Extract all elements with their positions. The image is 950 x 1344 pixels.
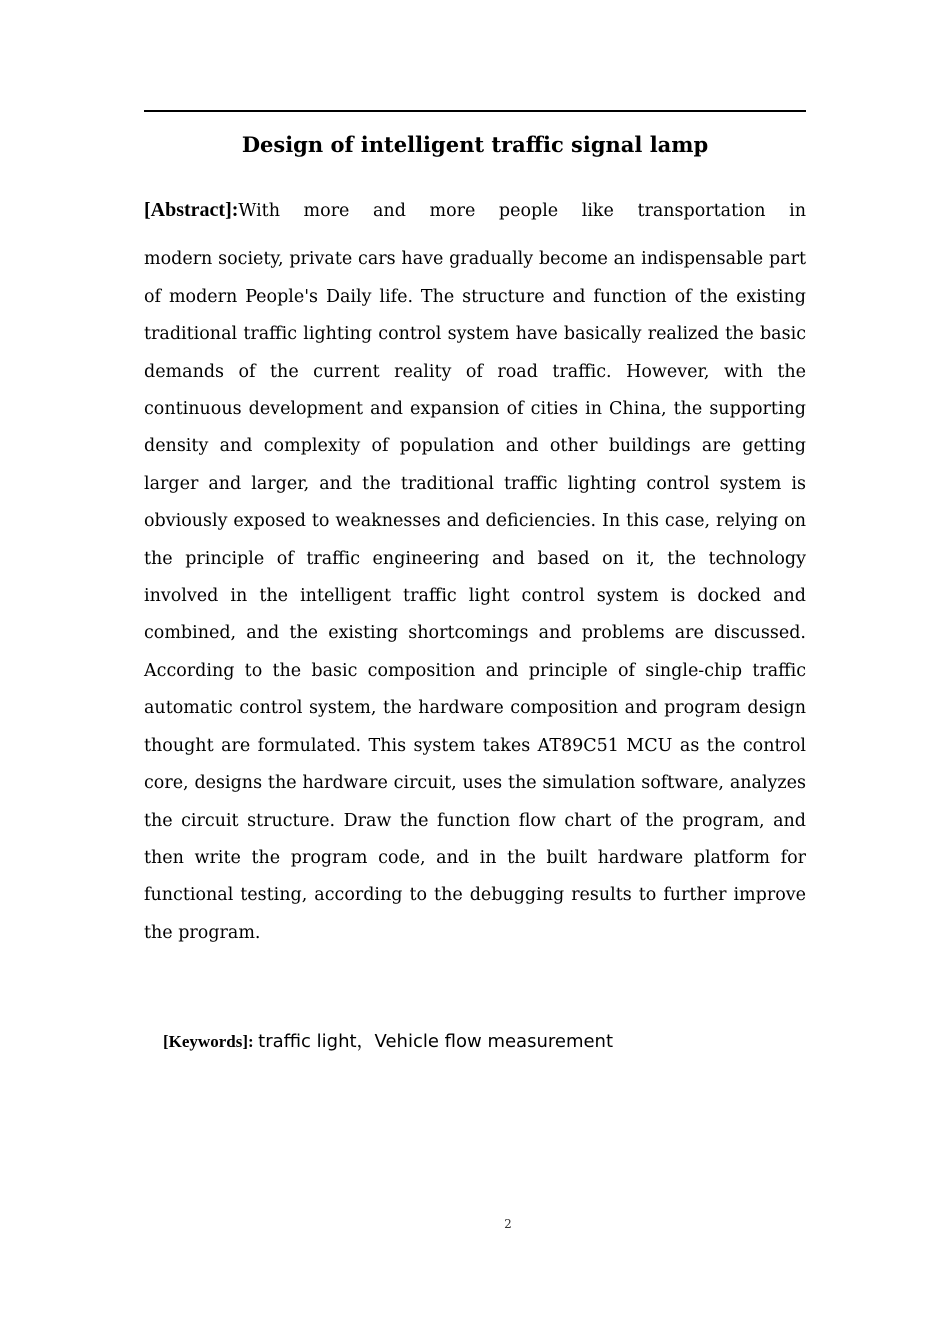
abstract-body: modern society, private cars have gradually become an indispensable part of modern People's Daily life. The structure and function of the existing traditional traffic lighting control system have basically realized the basic demands of the current reality of road traffic. However, with the continuous development and expansion of cities in China, the supporting density and complexity of population and other buildings are getting larger and larger, and the traditional traffic lighting control system is obviously exposed to weaknesses and deficiencies. In this case, relying on the principle of traffic engineering and based on it, the technology involved in the intelligent traffic light control system is docked and combined, and the existing shortcomings and problems are discussed. According to the basic composition and principle of single-chip traffic automatic control system, the hardware composition and program design thought are formulated. This system takes AT89C51 MCU as the control core, designs the hardware circuit, uses the simulation software, analyzes the circuit structure. Draw the function flow chart of the program, and then write the program code, and in the built hardware platform for functional testing, according to the debugging results to further improve the program. xyxy=(144,249,806,943)
header-rule xyxy=(144,110,806,112)
abstract-first-line xyxy=(144,192,806,230)
abstract-label: [Abstract]: xyxy=(144,199,239,221)
keywords-label: [Keywords]: xyxy=(163,1032,254,1051)
abstract-first-line-text: With more and more people like transportation in xyxy=(238,201,806,221)
abstract-section xyxy=(144,192,806,952)
page-number: 2 xyxy=(504,1217,512,1231)
keywords-text: traffic light，Vehicle flow measurement xyxy=(258,1031,614,1052)
keywords-line xyxy=(163,1022,803,1061)
document-title: Design of intelligent traffic signal lamp xyxy=(241,132,709,157)
